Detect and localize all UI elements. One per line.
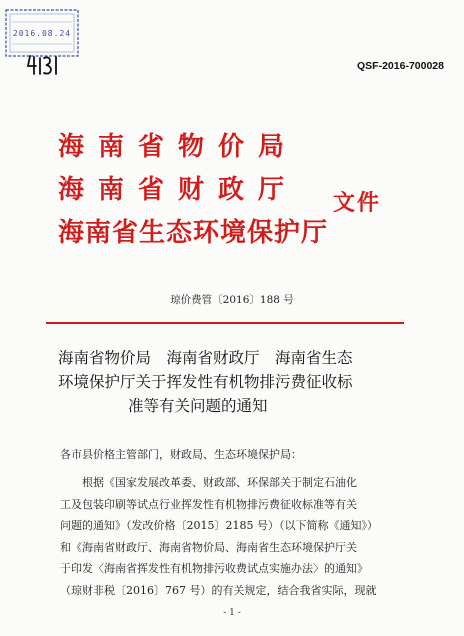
- issuer-environment-department: 海南省生态环境保护厅: [58, 218, 329, 248]
- title-line: 准等有关问题的通知: [128, 397, 268, 415]
- issuer-finance-department: 海南省财政厅: [58, 175, 299, 205]
- recipient-line: 各市县价格主管部门，财政局、生态环境保护局：: [60, 448, 302, 461]
- body-line: （琼财非税〔2016〕767 号）的有关规定，结合我省实际，现就: [60, 583, 377, 597]
- body-line: 根据《国家发展改革委、财政部、环保部关于制定石油化: [82, 476, 357, 489]
- handwritten-number: [26, 52, 62, 76]
- received-stamp-date: 2016.08.24: [12, 28, 72, 38]
- document-suffix: 文件: [333, 191, 382, 216]
- body-line: 问题的通知》（发改价格〔2015〕2185 号）（以下简称《通知》）: [60, 519, 378, 532]
- received-stamp: [4, 8, 80, 58]
- body-line: 和《海南省财政厅、海南省物价局、海南省生态环境保护厅关: [60, 540, 357, 554]
- title-line: 环境保护厅关于挥发性有机物排污费征收标: [58, 373, 353, 391]
- red-divider-line: [46, 322, 404, 324]
- document-number: 琼价费管〔2016〕188 号: [170, 294, 294, 306]
- body-line: 工及包装印刷等试点行业挥发性有机物排污费征收标准等有关: [60, 497, 357, 511]
- page-number: - 1 -: [223, 608, 241, 618]
- body-line: 于印发〈海南省挥发性有机物排污收费试点实施办法〉的通知》: [60, 562, 368, 575]
- body-text: [60, 472, 410, 601]
- title-line: 海南省物价局 海南省财政厅 海南省生态: [58, 349, 353, 367]
- issuer-price-bureau: 海南省物价局: [58, 132, 299, 162]
- document-code: QSF-2016-700028: [357, 60, 444, 72]
- document-title: [58, 346, 404, 418]
